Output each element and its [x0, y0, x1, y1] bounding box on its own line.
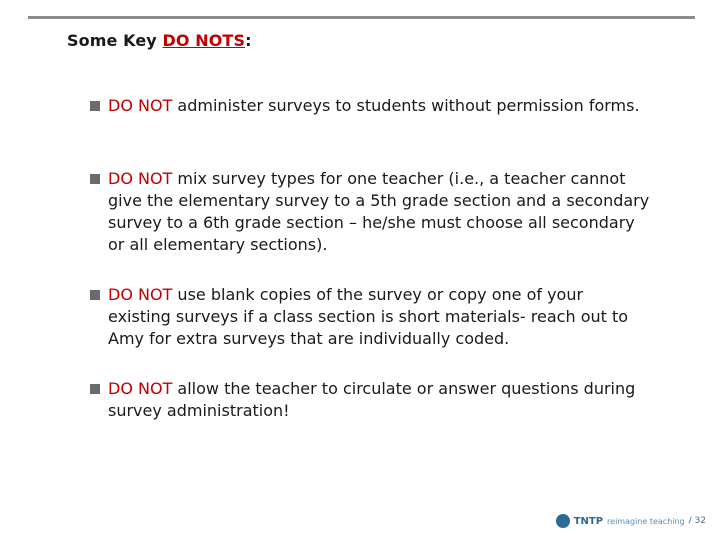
tagline: reimagine teaching	[607, 516, 685, 526]
bullet-item	[90, 95, 640, 117]
bullet-lead: DO NOT	[108, 169, 173, 188]
title-prefix: Some Key	[67, 31, 157, 50]
bullet-text: use blank copies of the survey or copy one of your existing surveys if a class section is short materials- reach out to Amy for extra surveys that are individually coded.	[108, 285, 629, 348]
bullet-text: mix survey types for one teacher (i.e., a teacher cannot give the elementary survey to a 5th grade section and a secondary survey to a 6th grade section – he/she must choose all secondary or all elementary sections).	[108, 169, 650, 254]
title-suffix: :	[245, 31, 252, 50]
bullet-item	[90, 378, 650, 422]
tntp-logo-icon	[556, 514, 570, 528]
bullet-text: administer surveys to students without permission forms.	[172, 96, 640, 115]
bullet-item	[90, 284, 650, 350]
logo-text: TNTP	[573, 515, 604, 527]
page-number: / 32	[688, 516, 706, 526]
slide-title	[67, 31, 252, 50]
bullet-lead: DO NOT	[108, 285, 173, 304]
square-bullet-icon	[90, 174, 100, 184]
bullet-lead: DO NOT	[108, 96, 173, 115]
title-highlight: DO NOTS	[162, 31, 246, 50]
square-bullet-icon	[90, 384, 100, 394]
top-rule	[28, 16, 695, 19]
square-bullet-icon	[90, 101, 100, 111]
square-bullet-icon	[90, 290, 100, 300]
bullet-lead: DO NOT	[108, 379, 173, 398]
bullet-text: allow the teacher to circulate or answer questions during survey administration!	[108, 379, 636, 420]
bullet-item	[90, 168, 650, 256]
footer	[556, 514, 706, 528]
